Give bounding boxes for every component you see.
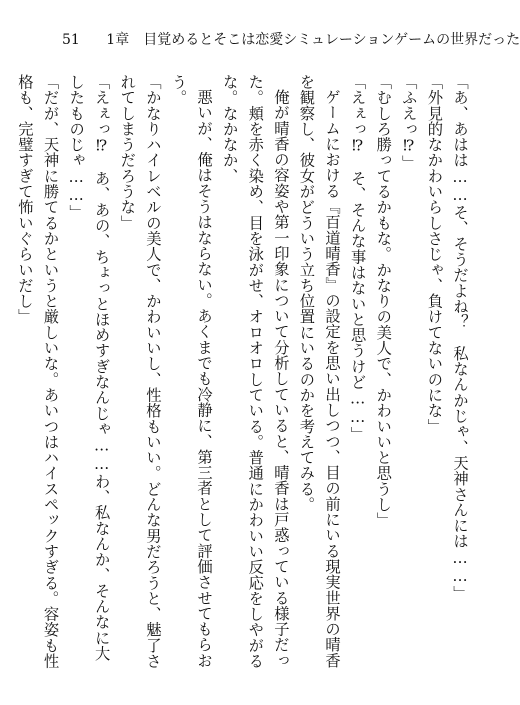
running-head: 1章 目覚めるとそこは恋愛シミュレーションゲームの世界だった <box>106 32 520 48</box>
page-number: 51 <box>62 32 80 48</box>
paragraph-10: 「えぇっ⁉ あ、あの、ちょっとほめすぎなんじゃ……わ、私なんか、そんなに大したものじゃ……」 <box>67 74 111 662</box>
body-text <box>15 74 472 674</box>
paragraph-1: 「あ、あはは……そ、そうだよね？ 私なんかじゃ、天神さんには……」 <box>451 74 469 602</box>
paragraph-4: 「むしろ勝ってるかもな。かなりの美人で、かわいいと思うし」 <box>374 74 393 528</box>
paragraph-3: 「ふえっ⁉」 <box>399 74 418 171</box>
paragraph-6: ゲームにおける『百道晴香』の設定を思い出しつつ、目の前にいる現実世界の晴香を観察し、彼女がどういう立ち位置にいるのかを考えてみる。 <box>297 74 342 669</box>
paragraph-8: 悪いが、俺はそうはならない。あくまでも冷静に、第三者として評価させてもらおう。 <box>169 74 214 669</box>
paragraph-5: 「えぇっ⁉ そ、そんな事はないと思うけど……」 <box>348 74 367 443</box>
page-header <box>62 28 520 52</box>
paragraph-7: 俺が晴香の容姿や第一印象について分析していると、晴香は戸惑っている様子だった。頬を赤く染め、目を泳がせ、オロオロしている。普通にかわいい反応をしやがるな。なかなか、 <box>220 74 290 669</box>
paragraph-9: 「かなりハイレベルの美人で、かわいいし、性格もいい。どんな男だろうと、魅了されてしまうだろうな」 <box>118 74 162 669</box>
paragraph-2: 「外見的なかわいらしさじゃ、負けてないのにな」 <box>425 74 444 434</box>
paragraph-11: 「だが、天神に勝てるかというと厳しいな。あいつはハイスペックすぎる。容姿も性格も、完璧すぎて怖いぐらいだし」 <box>15 74 60 669</box>
